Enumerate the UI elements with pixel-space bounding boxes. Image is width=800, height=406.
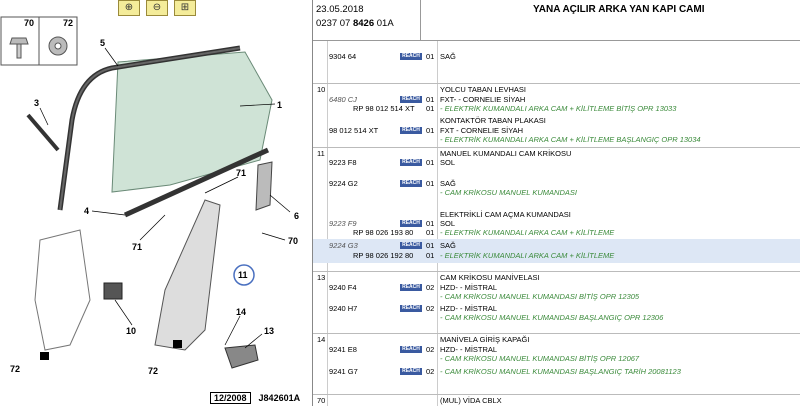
- seal-strip-3: [28, 115, 58, 150]
- reach-badge[interactable]: REACH: [400, 53, 422, 60]
- nut-icon: [49, 37, 67, 55]
- reach-badge[interactable]: REACH: [400, 305, 422, 312]
- table-row-selected[interactable]: 9224 G3 REACH 01 SAĞ: [329, 241, 456, 250]
- group-row: 70 (MUL) VİDA CBLX: [317, 396, 502, 405]
- row-note: - ELEKTRİK KUMANDALI ARKA CAM + KİLİTLEME BAŞLANGIÇ OPR 13034: [440, 135, 701, 144]
- label-10: 10: [126, 326, 137, 336]
- table-row[interactable]: 9223 F9 REACH 01 SOL: [329, 219, 456, 228]
- label-6: 6: [294, 211, 300, 221]
- header-code: 0237 07 8426 01A: [316, 18, 394, 29]
- label-13: 13: [264, 326, 275, 336]
- glass-panel: [112, 52, 272, 192]
- regulator-left: [35, 230, 90, 350]
- group-row: 14 MANİVELA GİRİŞ KAPAĞI: [317, 335, 530, 344]
- table-row[interactable]: 9241 G7 REACH 02 - CAM KRİKOSU MANUEL KUMANDASI BAŞLANGIÇ TARİH 20081123: [329, 367, 681, 376]
- row-title: ELEKTRİKLİ CAM AÇMA KUMANDASI: [440, 210, 571, 219]
- header-title: YANA AÇILIR ARKA YAN KAPI CAMI: [533, 4, 705, 15]
- reach-badge[interactable]: REACH: [400, 284, 422, 291]
- label-3: 3: [34, 98, 40, 108]
- window-crank-handle: [225, 345, 258, 368]
- table-row[interactable]: 9240 F4 REACH 02 HZD- - MİSTRAL: [329, 283, 498, 292]
- label-71-bottom: 71: [132, 242, 143, 252]
- table-row-sub: RP 98 012 514 XT 01 - ELEKTRİK KUMANDALI ARKA CAM + KİLİTLEME BİTİŞ OPR 13033: [353, 104, 677, 113]
- label-11: 11: [238, 270, 248, 280]
- reach-badge[interactable]: REACH: [400, 180, 422, 187]
- label-70: 70: [288, 236, 299, 246]
- zoom-in-button[interactable]: ⊕: [118, 0, 140, 16]
- row-note: - CAM KRİKOSU MANUEL KUMANDASI BAŞLANGIÇ OPR 12306: [440, 313, 664, 322]
- reach-badge[interactable]: REACH: [400, 220, 422, 227]
- zoom-out-button[interactable]: ⊖: [146, 0, 168, 16]
- table-row[interactable]: 9223 F8 REACH 01 SOL: [329, 158, 456, 167]
- table-row-sub: RP 98 026 193 80 01 - ELEKTRİK KUMANDALI ARKA CAM + KİLİTLEME: [353, 228, 615, 237]
- reach-badge[interactable]: REACH: [400, 96, 422, 103]
- regulator-right: [155, 200, 220, 350]
- reach-badge[interactable]: REACH: [400, 127, 422, 134]
- table-row[interactable]: 6480 CJ REACH 01 FXT- - CORNELIE SİYAH: [329, 95, 526, 104]
- fastener-marker-72-right: [173, 340, 182, 348]
- reach-badge[interactable]: REACH: [400, 368, 422, 375]
- reach-badge[interactable]: REACH: [400, 346, 422, 353]
- fastener-marker-72-left: [40, 352, 49, 360]
- group-row: 11 MANUEL KUMANDALI CAM KRİKOSU: [317, 149, 572, 158]
- label-4: 4: [84, 206, 90, 216]
- row-note: - CAM KRİKOSU MANUEL KUMANDASI BİTİŞ OPR 12067: [440, 354, 640, 363]
- label-5: 5: [100, 38, 106, 48]
- row-note: - CAM KRİKOSU MANUEL KUMANDASI: [440, 188, 577, 197]
- table-row[interactable]: 9304 64 REACH 01 SAĞ: [329, 52, 456, 61]
- label-14: 14: [236, 307, 247, 317]
- label-70-inset: 70: [24, 18, 35, 28]
- parts-header: [313, 0, 800, 41]
- table-row[interactable]: 9240 H7 REACH 02 HZD- - MİSTRAL: [329, 304, 498, 313]
- switch-10: [104, 283, 122, 299]
- label-72-right: 72: [148, 366, 159, 376]
- diagram-date: 12/2008: [210, 392, 251, 404]
- diagram-code: J842601A: [258, 393, 301, 403]
- table-row[interactable]: 9241 E8 REACH 02 HZD- - MİSTRAL: [329, 345, 498, 354]
- table-row[interactable]: 98 012 514 XT REACH 01 FXT - CORNELIE SİYAH: [329, 126, 524, 135]
- diagram-footer: [210, 392, 300, 404]
- row-note: - CAM KRİKOSU MANUEL KUMANDASI BİTİŞ OPR 12305: [440, 292, 640, 301]
- parts-diagram: [0, 0, 312, 406]
- row-title: KONTAKTÖR TABAN PLAKASI: [440, 116, 546, 125]
- table-row-sub: RP 98 026 192 80 01 - ELEKTRİK KUMANDALI ARKA CAM + KİLİTLEME: [353, 251, 615, 260]
- label-1: 1: [277, 100, 283, 110]
- zoom-fit-button[interactable]: ⊞: [174, 0, 196, 16]
- table-row[interactable]: 9224 G2 REACH 01 SAĞ: [329, 179, 456, 188]
- reach-badge[interactable]: REACH: [400, 242, 422, 249]
- diagram-panel: [0, 0, 313, 406]
- group-row: 10 YOLCU TABAN LEVHASI: [317, 85, 527, 94]
- part-ref: 9304 64: [329, 52, 357, 61]
- label-72-inset: 72: [63, 18, 74, 28]
- header-date: 23.05.2018: [316, 4, 364, 15]
- label-72-left: 72: [10, 364, 21, 374]
- bracket-6: [256, 162, 272, 210]
- parts-panel: [313, 0, 800, 406]
- reach-badge[interactable]: REACH: [400, 159, 422, 166]
- diagram-toolbar: [118, 0, 196, 16]
- group-row: 13 CAM KRİKOSU MANİVELASI: [317, 273, 540, 282]
- label-71-top: 71: [236, 168, 247, 178]
